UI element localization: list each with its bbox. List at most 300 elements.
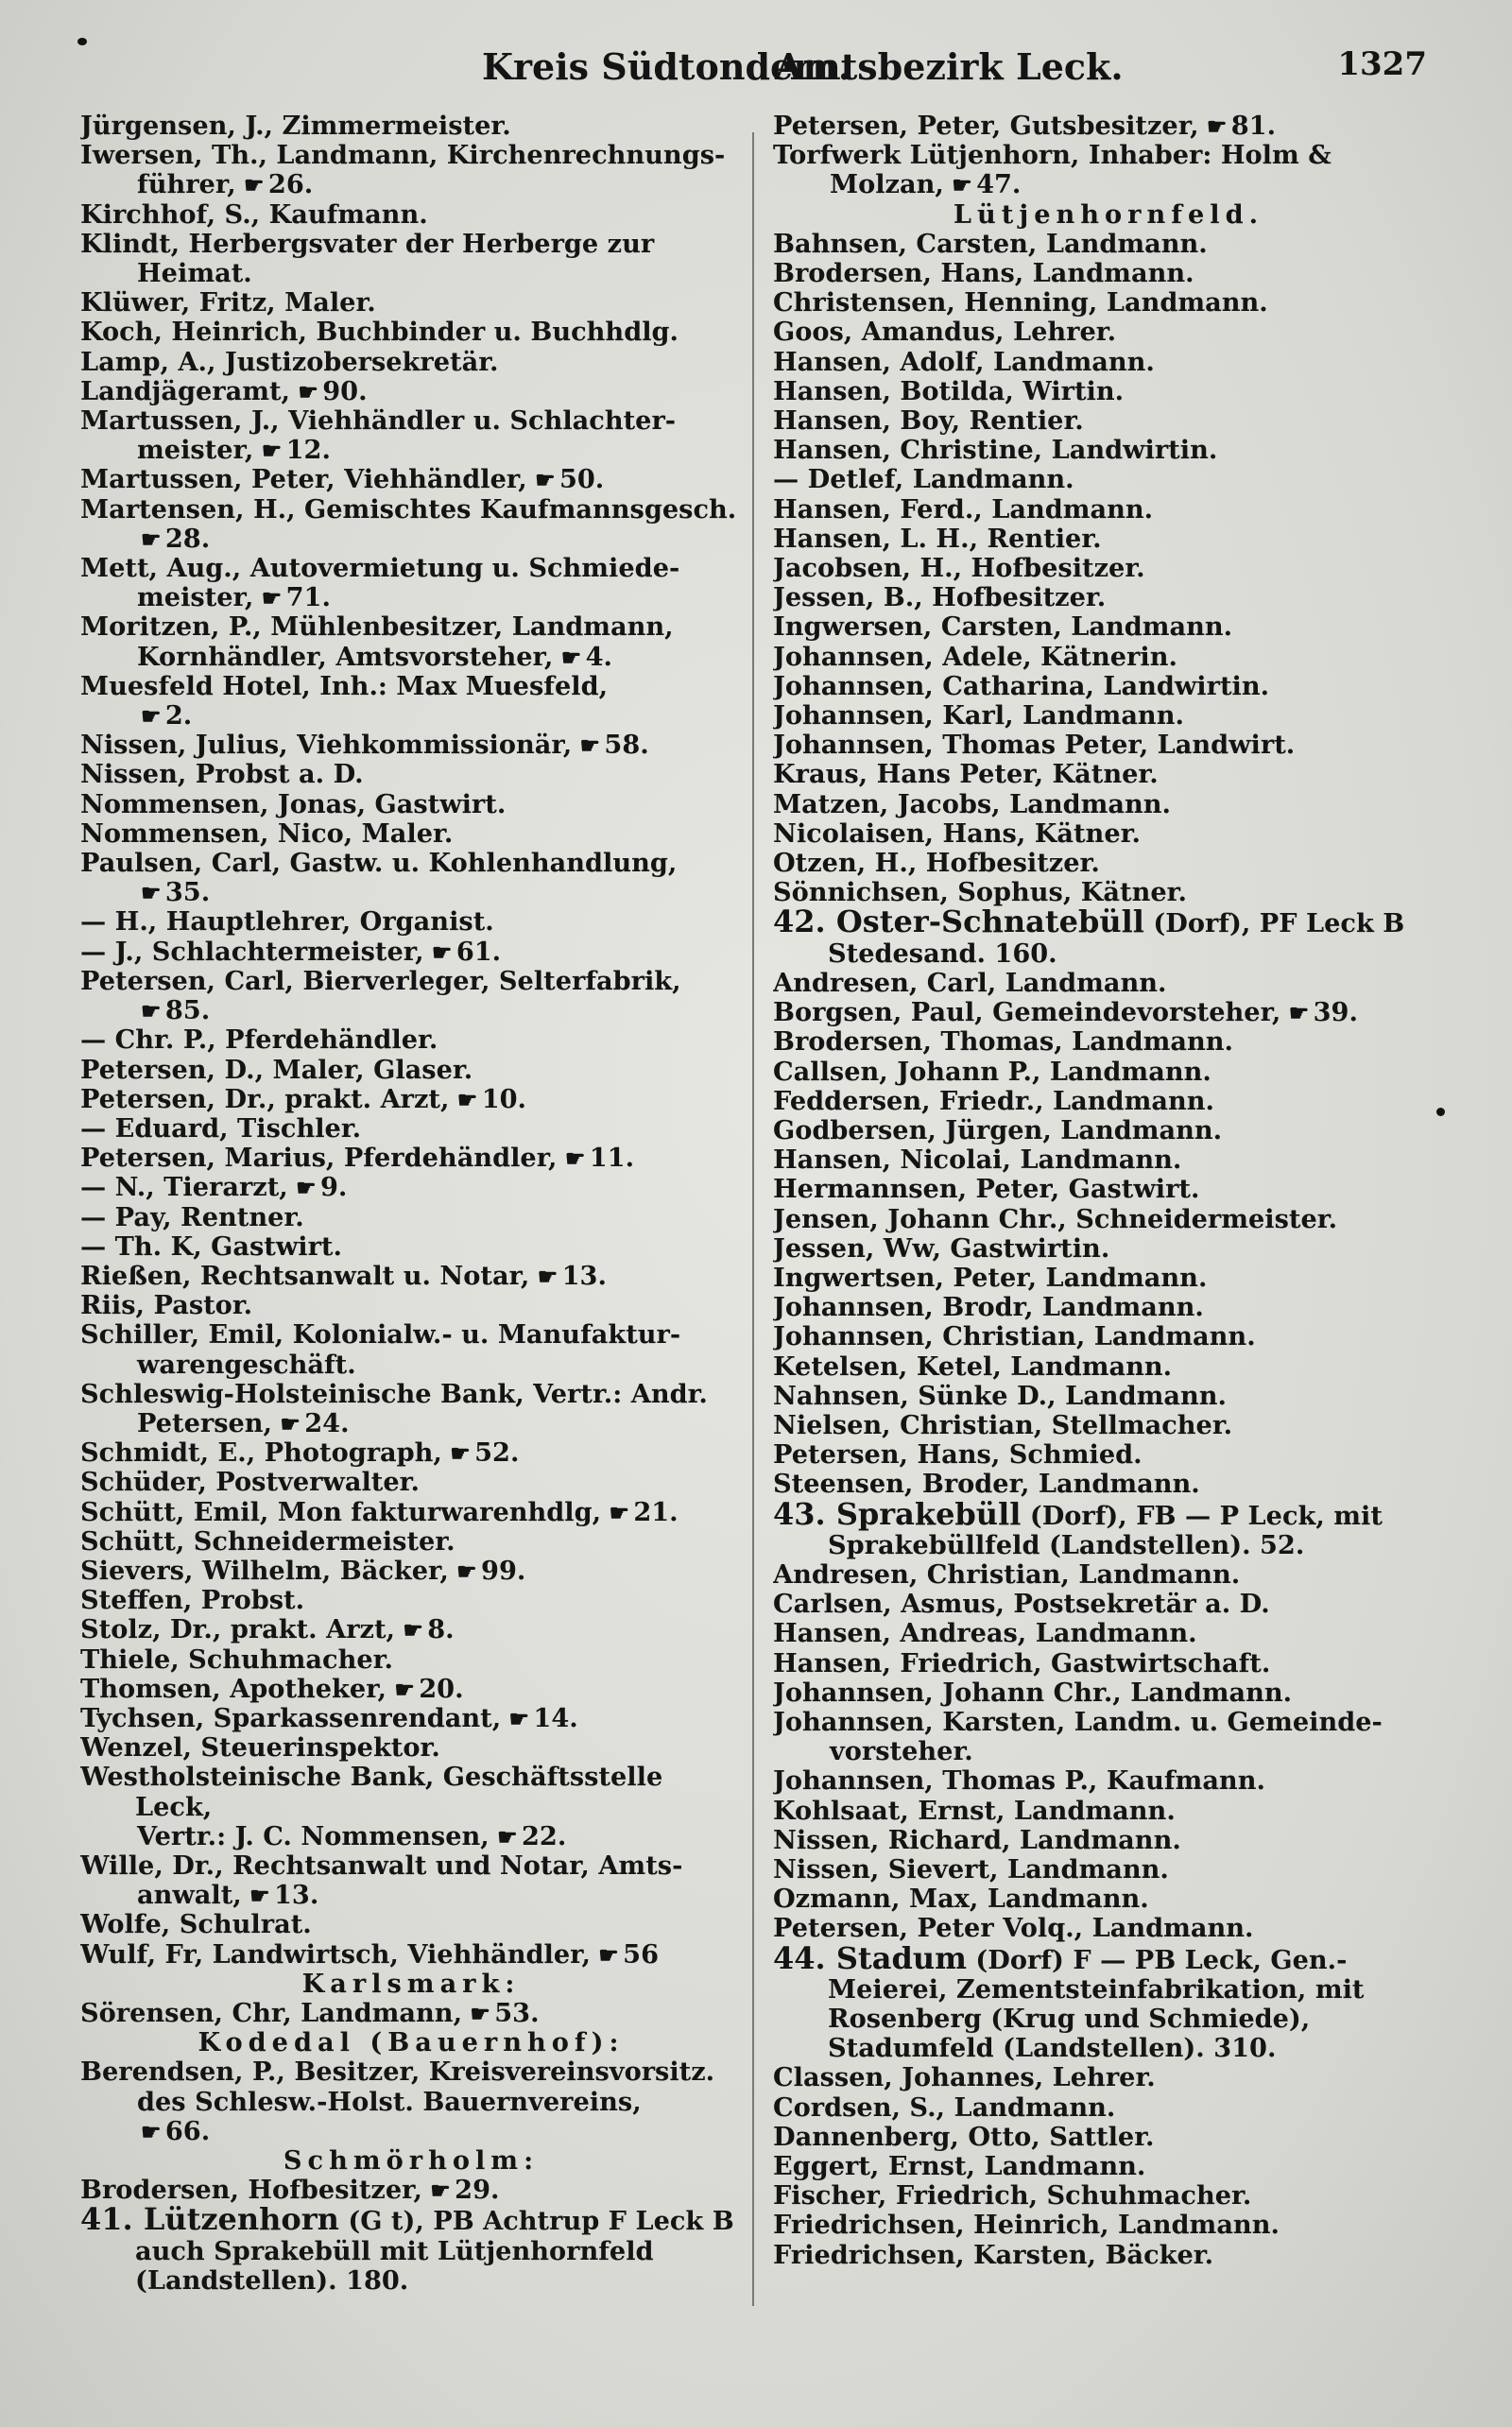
directory-entry xyxy=(80,1438,742,1468)
directory-entry xyxy=(773,1234,1444,1264)
telephone-icon: ☛ xyxy=(291,1174,317,1202)
entry-continuation xyxy=(773,1737,1444,1766)
entry-text: Johannsen, Karl, Landmann. xyxy=(773,701,1184,732)
directory-entry xyxy=(773,1560,1444,1590)
entry-text: Steensen, Broder, Landmann. xyxy=(773,1470,1200,1500)
entry-continuation xyxy=(80,1409,742,1438)
entry-continuation xyxy=(80,259,742,288)
telephone-icon: ☛ xyxy=(427,938,453,966)
phone-number: 50. xyxy=(558,465,605,495)
directory-entry xyxy=(773,1855,1444,1885)
telephone-icon: ☛ xyxy=(505,1704,530,1732)
entry-text: — Th. K, Gastwirt. xyxy=(80,1231,342,1262)
entry-text: Johannsen, Karsten, Landm. u. Gemeinde- xyxy=(773,1707,1383,1737)
telephone-icon: ☛ xyxy=(141,2117,162,2145)
entry-text: Carlsen, Asmus, Postsekretär a. D. xyxy=(773,1590,1270,1620)
entry-text: Hansen, Christine, Landwirtin. xyxy=(773,436,1218,466)
section-heading: 42. Oster-Schnatebüll xyxy=(773,907,1144,940)
entry-text: Dannenberg, Otto, Sattler. xyxy=(773,2122,1155,2152)
directory-entry xyxy=(80,1262,742,1291)
directory-entry xyxy=(80,377,742,406)
entry-text: Ingwersen, Carsten, Landmann. xyxy=(773,612,1233,643)
directory-entry xyxy=(773,1145,1444,1175)
directory-entry xyxy=(80,406,742,436)
entry-text: Hansen, L. H., Rentier. xyxy=(773,524,1102,554)
entry-text: Otzen, H., Hofbesitzer. xyxy=(773,849,1100,879)
section-description: (G t), PB Achtrup F Leck B auch Sprakebüll mit Lütjenhornfeld (Landstellen). 180. xyxy=(135,2206,734,2296)
directory-entry xyxy=(80,1557,742,1586)
directory-entry xyxy=(773,525,1444,554)
directory-entry xyxy=(773,1322,1444,1351)
entry-text: Mett, Aug., Autovermietung u. Schmiede- xyxy=(80,554,680,584)
entry-text: Sönnichsen, Sophus, Kätner. xyxy=(773,878,1187,908)
phone-number: 13. xyxy=(274,1881,319,1911)
entry-text: Nissen, Sievert, Landmann. xyxy=(773,1854,1169,1885)
entry-text: Lamp, A., Justizobersekretär. xyxy=(80,347,499,377)
directory-entry xyxy=(773,377,1444,406)
directory-entry xyxy=(773,1766,1444,1796)
entry-text: Hermannsen, Peter, Gastwirt. xyxy=(773,1175,1200,1205)
entry-text: Martussen, Peter, Viehhändler, xyxy=(80,465,527,495)
telephone-icon: ☛ xyxy=(1202,112,1228,140)
phone-number: 53. xyxy=(494,1999,540,2028)
entry-text: Matzen, Jacobs, Landmann. xyxy=(773,789,1172,819)
telephone-icon: ☛ xyxy=(294,377,319,405)
directory-entry xyxy=(80,1645,742,1675)
directory-entry xyxy=(773,554,1444,583)
directory-entry xyxy=(773,583,1444,612)
directory-entry xyxy=(773,1116,1444,1145)
directory-entry xyxy=(773,760,1444,789)
phone-number: 90. xyxy=(322,376,368,406)
entry-text: Molzan, xyxy=(830,170,944,200)
entry-text: des Schlesw.-Holst. Bauernvereins, xyxy=(137,2087,642,2117)
directory-entry xyxy=(80,1056,742,1085)
entry-text: Klüwer, Fritz, Maler. xyxy=(80,288,376,318)
entry-text: Schleswig-Holsteinische Bank, Vertr.: Andr. xyxy=(80,1379,708,1409)
telephone-icon: ☛ xyxy=(593,1940,620,1969)
entry-text: Johannsen, Johann Chr., Landmann. xyxy=(773,1678,1293,1708)
entry-text: — Chr. P., Pferdehändler. xyxy=(80,1025,438,1056)
telephone-icon: ☛ xyxy=(257,437,283,465)
entry-continuation xyxy=(80,878,742,907)
telephone-icon: ☛ xyxy=(425,2177,452,2205)
entry-text: Borgsen, Paul, Gemeindevorsteher, xyxy=(773,998,1281,1028)
telephone-icon: ☛ xyxy=(560,1145,586,1173)
directory-entry xyxy=(80,1675,742,1704)
directory-entry xyxy=(80,112,742,141)
directory-entry xyxy=(80,200,742,230)
entry-text: Goos, Amandus, Lehrer. xyxy=(773,318,1117,348)
entry-text: Schmidt, E., Photograph, xyxy=(80,1438,442,1469)
directory-entry xyxy=(773,1797,1444,1826)
directory-entry xyxy=(773,1058,1444,1087)
directory-entry xyxy=(773,1590,1444,1619)
entry-text: Paulsen, Carl, Gastw. u. Kohlenhandlung, xyxy=(80,849,678,879)
entry-text: Hansen, Friedrich, Gastwirtschaft. xyxy=(773,1648,1271,1678)
directory-entry xyxy=(773,436,1444,465)
entry-text: Landjägeramt, xyxy=(80,376,291,406)
directory-entry xyxy=(773,1914,1444,1943)
entry-text: — N., Tierarzt, xyxy=(80,1173,288,1203)
telephone-icon: ☛ xyxy=(141,525,162,553)
directory-entry xyxy=(80,1380,742,1409)
entry-text: Bahnsen, Carsten, Landmann. xyxy=(773,229,1208,259)
directory-entry xyxy=(773,112,1444,141)
directory-entry xyxy=(80,1999,742,2028)
directory-entry xyxy=(773,1382,1444,1411)
page-number: 1327 xyxy=(1337,45,1427,83)
entry-text: Godbersen, Jürgen, Landmann. xyxy=(773,1115,1223,1145)
entry-continuation xyxy=(80,1822,742,1851)
entry-text: Petersen, D., Maler, Glaser. xyxy=(80,1055,473,1085)
entry-text: Johannsen, Thomas Peter, Landwirt. xyxy=(773,731,1296,761)
directory-entry xyxy=(773,1411,1444,1440)
directory-entry xyxy=(80,554,742,583)
directory-entry xyxy=(773,2123,1444,2152)
phone-number: 28. xyxy=(164,524,211,554)
directory-entry xyxy=(80,967,742,996)
directory-entry xyxy=(80,1025,742,1055)
directory-entry xyxy=(773,790,1444,819)
entry-text: Johannsen, Brodr, Landmann. xyxy=(773,1293,1204,1323)
directory-entry xyxy=(773,1619,1444,1648)
entry-text: Eggert, Ernst, Landmann. xyxy=(773,2152,1146,2182)
phone-number: 35. xyxy=(164,878,211,908)
directory-entry xyxy=(80,612,742,642)
entry-text: Petersen, Hans, Schmied. xyxy=(773,1440,1143,1471)
directory-entry xyxy=(80,230,742,259)
entry-text: Schütt, Schneidermeister. xyxy=(80,1526,455,1557)
directory-entry xyxy=(773,348,1444,377)
entry-continuation xyxy=(80,583,742,612)
phone-number: 58. xyxy=(604,731,649,761)
telephone-icon: ☛ xyxy=(398,1616,424,1644)
directory-entry xyxy=(80,1615,742,1644)
entry-text: — Detlef, Landmann. xyxy=(773,465,1074,495)
directory-entry xyxy=(80,760,742,789)
telephone-icon: ☛ xyxy=(453,1085,478,1113)
directory-entry xyxy=(773,701,1444,731)
phone-number: 11. xyxy=(589,1144,635,1174)
directory-entry xyxy=(773,406,1444,436)
phone-number: 9. xyxy=(319,1173,348,1203)
entry-text: Riis, Pastor. xyxy=(80,1291,253,1321)
entry-text: vorsteher. xyxy=(830,1737,973,1767)
entry-text: Moritzen, P., Mühlenbesitzer, Landmann, xyxy=(80,612,674,643)
entry-continuation xyxy=(80,525,742,554)
directory-entry xyxy=(80,318,742,347)
locality-heading: Karlsmark: xyxy=(301,1969,521,1999)
entry-text: Hansen, Andreas, Landmann. xyxy=(773,1619,1197,1649)
directory-entry xyxy=(80,1320,742,1350)
entry-text: Wolfe, Schulrat. xyxy=(80,1910,312,1940)
entry-continuation xyxy=(80,170,742,199)
phone-number: 56 xyxy=(623,1939,660,1970)
column-divider xyxy=(752,132,754,2306)
entry-text: Fischer, Friedrich, Schuhmacher. xyxy=(773,2181,1252,2212)
phone-number: 22. xyxy=(522,1821,567,1851)
phone-number: 24. xyxy=(304,1408,350,1438)
locality-heading: Lütjenhornfeld. xyxy=(953,199,1264,230)
entry-text: Jessen, B., Hofbesitzer. xyxy=(773,583,1107,613)
entry-text: Nielsen, Christian, Stellmacher. xyxy=(773,1410,1233,1440)
phone-number: 12. xyxy=(285,436,331,466)
directory-entry xyxy=(80,731,742,760)
entry-text: Nissen, Richard, Landmann. xyxy=(773,1825,1181,1855)
entry-text: Petersen, Peter, Gutsbesitzer, xyxy=(773,112,1199,141)
entry-text: — Eduard, Tischler. xyxy=(80,1113,362,1144)
section-entry xyxy=(773,1500,1444,1560)
entry-text: Christensen, Henning, Landmann. xyxy=(773,288,1268,318)
entry-text: Vertr.: J. C. Nommensen, xyxy=(137,1821,490,1851)
page-header xyxy=(85,45,1427,93)
directory-entry xyxy=(80,495,742,525)
phone-number: 2. xyxy=(164,701,193,732)
directory-entry xyxy=(773,1885,1444,1914)
directory-entry xyxy=(80,907,742,937)
phone-number: 26. xyxy=(267,170,314,200)
entry-text: Thiele, Schuhmacher. xyxy=(80,1644,393,1675)
entry-text: Ingwertsen, Peter, Landmann. xyxy=(773,1263,1208,1293)
locality-heading: Schmörholm: xyxy=(283,2146,540,2177)
directory-entry xyxy=(80,1085,742,1114)
phone-number: 4. xyxy=(585,642,612,672)
telephone-icon: ☛ xyxy=(533,1262,558,1290)
entry-text: Feddersen, Friedr., Landmann. xyxy=(773,1086,1214,1116)
phone-number: 29. xyxy=(455,2176,500,2206)
phone-number: 8. xyxy=(427,1615,455,1645)
entry-text: Thomsen, Apotheker, xyxy=(80,1674,387,1704)
directory-entry xyxy=(773,1293,1444,1322)
entry-text: Hansen, Adolf, Landmann. xyxy=(773,347,1155,377)
entry-text: Jacobsen, H., Hofbesitzer. xyxy=(773,554,1145,584)
entry-text: Classen, Johannes, Lehrer. xyxy=(773,2063,1156,2093)
directory-entry xyxy=(80,1763,742,1821)
entry-continuation xyxy=(80,1881,742,1910)
directory-entry xyxy=(80,1527,742,1557)
directory-entry xyxy=(773,259,1444,288)
directory-entry xyxy=(80,1232,742,1262)
phone-number: 47. xyxy=(976,170,1022,200)
section-description: (Dorf) F — PB Leck, Gen.-Meierei, Zementsteinfabrikation, mit Rosenberg (Krug und Schmiede), Stadumfeld (Landstellen). 310. xyxy=(828,1944,1365,2064)
entry-text: Callsen, Johann P., Landmann. xyxy=(773,1057,1211,1087)
entry-text: Hansen, Boy, Rentier. xyxy=(773,406,1084,437)
entry-text: Berendsen, P., Besitzer, Kreisvereinsvorsitz. xyxy=(80,2057,715,2088)
entry-text: Ozmann, Max, Landmann. xyxy=(773,1885,1149,1915)
telephone-icon: ☛ xyxy=(947,171,973,199)
entry-text: Nicolaisen, Hans, Kätner. xyxy=(773,818,1141,849)
ink-speck xyxy=(77,38,87,45)
entry-continuation xyxy=(80,2088,742,2117)
header-office: Amtsbezirk Leck. xyxy=(775,45,1124,88)
directory-entry xyxy=(773,969,1444,998)
entry-text: Petersen, Dr., prakt. Arzt, xyxy=(80,1084,450,1114)
directory-entry xyxy=(80,141,742,170)
entry-text: Petersen, xyxy=(137,1408,273,1438)
directory-entry xyxy=(80,1291,742,1320)
directory-entry xyxy=(80,819,742,849)
directory-entry xyxy=(773,849,1444,878)
telephone-icon: ☛ xyxy=(557,643,582,671)
entry-continuation xyxy=(773,170,1444,199)
directory-entry xyxy=(773,1352,1444,1382)
directory-entry xyxy=(773,141,1444,170)
entry-text: Wenzel, Steuerinspektor. xyxy=(80,1733,440,1764)
entry-text: Brodersen, Thomas, Landmann. xyxy=(773,1027,1234,1058)
entry-text: Nommensen, Jonas, Gastwirt. xyxy=(80,789,507,819)
entry-text: Jürgensen, J., Zimmermeister. xyxy=(80,112,511,141)
directory-entry xyxy=(773,2093,1444,2123)
entry-text: Wille, Dr., Rechtsanwalt und Notar, Amts- xyxy=(80,1850,683,1881)
entry-text: Nissen, Julius, Viehkommissionär, xyxy=(80,731,573,761)
telephone-icon: ☛ xyxy=(390,1675,416,1703)
directory-entry xyxy=(773,1708,1444,1737)
phone-number: 85. xyxy=(164,996,211,1026)
directory-entry xyxy=(773,1175,1444,1204)
directory-entry xyxy=(80,1114,742,1144)
section-entry xyxy=(773,907,1444,968)
directory-entry xyxy=(80,1851,742,1881)
directory-entry xyxy=(773,731,1444,760)
entry-text: Stolz, Dr., prakt. Arzt, xyxy=(80,1615,395,1645)
directory-entry xyxy=(80,1498,742,1527)
entry-continuation xyxy=(80,436,742,465)
directory-entry xyxy=(80,1144,742,1173)
entry-text: Johannsen, Christian, Landmann. xyxy=(773,1322,1256,1352)
telephone-icon: ☛ xyxy=(239,171,265,199)
directory-entry xyxy=(80,1733,742,1763)
directory-entry xyxy=(773,878,1444,907)
directory-entry xyxy=(80,1173,742,1202)
entry-text: Torfwerk Lütjenhorn, Inhaber: Holm & xyxy=(773,141,1332,171)
entry-text: Wulf, Fr, Landwirtsch, Viehhändler, xyxy=(80,1939,591,1970)
entry-text: meister, xyxy=(137,436,254,466)
entry-text: Sievers, Wilhelm, Bäcker, xyxy=(80,1556,449,1586)
directory-entry xyxy=(773,672,1444,701)
entry-text: warengeschäft. xyxy=(137,1350,356,1380)
phone-number: 61. xyxy=(455,937,502,967)
left-column xyxy=(80,112,742,2418)
entry-text: Jessen, Ww, Gastwirtin. xyxy=(773,1233,1110,1264)
entry-text: Ketelsen, Ketel, Landmann. xyxy=(773,1351,1173,1382)
section-heading: 41. Lützenhorn xyxy=(80,2205,339,2238)
directory-entry xyxy=(773,495,1444,525)
directory-entry xyxy=(80,790,742,819)
entry-text: Kirchhof, S., Kaufmann. xyxy=(80,199,428,230)
directory-entry xyxy=(773,1264,1444,1293)
directory-entry xyxy=(80,465,742,494)
entry-text: Tychsen, Sparkassenrendant, xyxy=(80,1703,502,1733)
header-district: Kreis Südtondern. xyxy=(482,45,851,88)
telephone-icon: ☛ xyxy=(1284,999,1310,1027)
directory-entry xyxy=(773,1205,1444,1234)
directory-entry xyxy=(773,1027,1444,1057)
entry-text: Johannsen, Catharina, Landwirtin. xyxy=(773,671,1270,701)
phone-number: 52. xyxy=(474,1438,520,1469)
directory-entry xyxy=(773,230,1444,259)
entry-text: Brodersen, Hofbesitzer, xyxy=(80,2176,422,2206)
entry-text: Johannsen, Thomas P., Kaufmann. xyxy=(773,1766,1265,1797)
entry-text: Westholsteinische Bank, Geschäftsstelle Leck, xyxy=(80,1763,663,1822)
directory-entry xyxy=(773,2152,1444,2181)
section-description: (Dorf), FB — P Leck, mit Sprakebüllfeld (Landstellen). 52. xyxy=(828,1500,1383,1560)
directory-entry xyxy=(773,612,1444,642)
entry-continuation xyxy=(80,701,742,731)
telephone-icon: ☛ xyxy=(141,702,162,731)
entry-text: Schüder, Postverwalter. xyxy=(80,1468,420,1498)
entry-text: anwalt, xyxy=(137,1881,242,1911)
entry-text: Petersen, Marius, Pferdehändler, xyxy=(80,1144,558,1174)
directory-entry xyxy=(773,318,1444,347)
telephone-icon: ☛ xyxy=(257,584,283,612)
entry-text: Petersen, Carl, Bierverleger, Selterfabrik, xyxy=(80,966,681,996)
phone-number: 10. xyxy=(481,1084,526,1114)
directory-entry xyxy=(80,2176,742,2205)
phone-number: 13. xyxy=(561,1261,607,1291)
entry-text: Sörensen, Chr, Landmann, xyxy=(80,1999,463,2028)
telephone-icon: ☛ xyxy=(576,732,601,760)
telephone-icon: ☛ xyxy=(245,1882,270,1910)
telephone-icon: ☛ xyxy=(492,1822,518,1850)
directory-entry xyxy=(773,1678,1444,1708)
directory-entry xyxy=(80,1203,742,1232)
telephone-icon: ☛ xyxy=(452,1557,478,1585)
entry-continuation xyxy=(80,2117,742,2146)
directory-entry xyxy=(773,2211,1444,2240)
directory-entry xyxy=(80,938,742,967)
directory-entry xyxy=(80,849,742,878)
phone-number: 66. xyxy=(164,2116,211,2146)
entry-text: Johannsen, Adele, Kätnerin. xyxy=(773,642,1177,672)
entry-text: Nahnsen, Sünke D., Landmann. xyxy=(773,1381,1227,1411)
entry-text: Hansen, Botilda, Wirtin. xyxy=(773,376,1125,406)
section-entry xyxy=(773,1944,1444,2064)
telephone-icon: ☛ xyxy=(605,1498,630,1526)
directory-entry xyxy=(80,1910,742,1939)
directory-entry xyxy=(80,288,742,318)
directory-entry xyxy=(773,1470,1444,1499)
directory-entry xyxy=(773,2063,1444,2092)
directory-entry xyxy=(773,1440,1444,1470)
phone-number: 39. xyxy=(1313,998,1358,1028)
directory-entry xyxy=(773,643,1444,672)
ink-speck xyxy=(1436,1108,1445,1116)
telephone-icon: ☛ xyxy=(141,879,162,907)
entry-text: Schütt, Emil, Mon fakturwarenhdlg, xyxy=(80,1497,602,1527)
directory-entry xyxy=(773,288,1444,318)
section-heading: 44. Stadum xyxy=(773,1943,967,1976)
entry-text: — J., Schlachtermeister, xyxy=(80,937,424,967)
right-column xyxy=(773,112,1444,2418)
directory-entry xyxy=(80,1468,742,1497)
entry-continuation xyxy=(80,643,742,672)
directory-entry xyxy=(773,1826,1444,1855)
phone-number: 99. xyxy=(481,1556,526,1586)
directory-entry xyxy=(80,672,742,701)
entry-text: Martensen, H., Gemischtes Kaufmannsgesch. xyxy=(80,494,737,525)
directory-entry xyxy=(773,1087,1444,1116)
entry-text: Martussen, J., Viehhändler u. Schlachter- xyxy=(80,406,677,437)
entry-continuation xyxy=(80,1351,742,1380)
phone-number: 71. xyxy=(285,583,331,613)
entry-text: Steffen, Probst. xyxy=(80,1586,305,1616)
entry-text: Iwersen, Th., Landmann, Kirchenrechnungs- xyxy=(80,141,726,171)
entry-text: Hansen, Nicolai, Landmann. xyxy=(773,1145,1182,1176)
entry-text: Klindt, Herbergsvater der Herberge zur xyxy=(80,229,655,259)
entry-text: Kornhändler, Amtsvorsteher, xyxy=(137,642,554,672)
directory-entry xyxy=(773,2181,1444,2211)
